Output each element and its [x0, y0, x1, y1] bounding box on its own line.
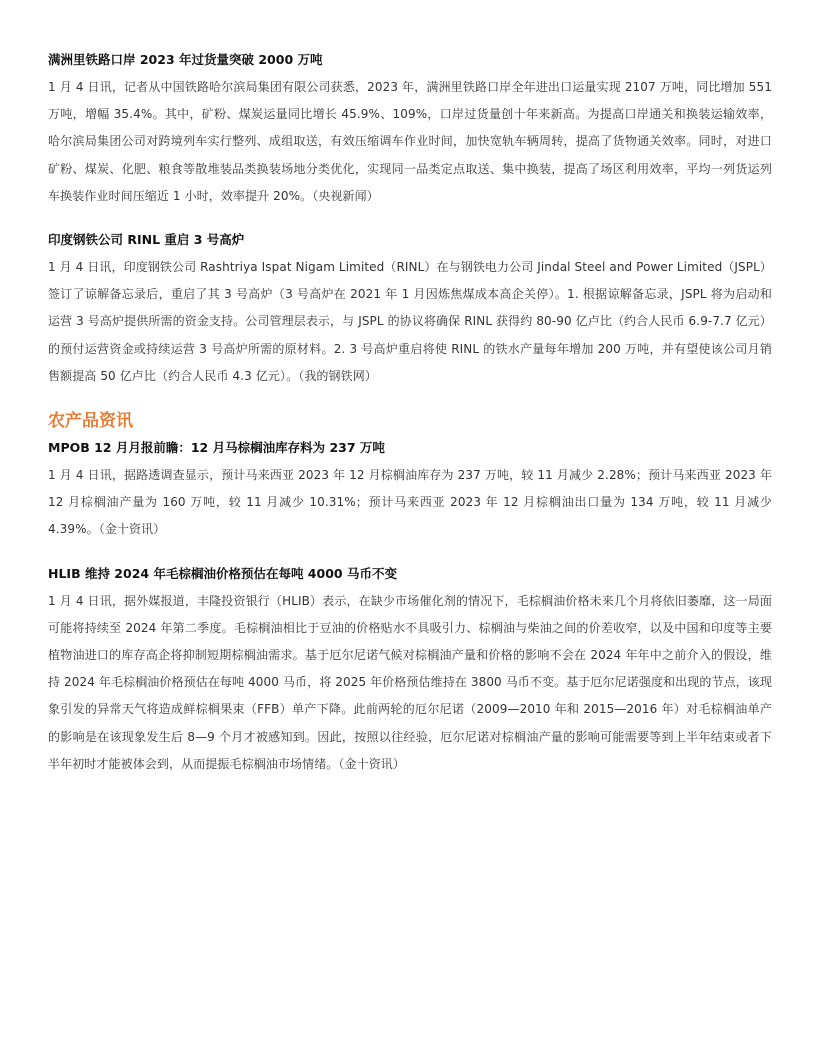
article-hlib	[48, 564, 772, 778]
article-body: 1 月 4 日讯，据路透调查显示，预计马来西亚 2023 年 12 月棕榈油库存为 237 万吨，较 11 月减少 2.28%；预计马来西亚 2023 年 12 月棕榈油产量为 160 万吨，较 11 月减少 10.31%；预计马来西亚 2023 年 12 月棕榈油出口量为 134 万吨，较 11 月减少 4.39%。（金十资讯）	[48, 468, 772, 537]
article-body: 1 月 4 日讯，记者从中国铁路哈尔滨局集团有限公司获悉，2023 年，满洲里铁路口岸全年进出口运量实现 2107 万吨，同比增加 551 万吨，增幅 35.4%。其中，矿粉、煤炭运量同比增长 45.9%、109%，口岸过货量创十年来新高。为提高口岸通关和换装运输效率，哈尔滨局集团公司对跨境列车实行整列、成组取送，有效压缩调车作业时间，加快宽轨车辆周转，提高了货物通关效率。同时，对进口矿粉、煤炭、化肥、粮食等散堆装品类换装场地分类优化，实现同一品类定点取送、集中换装，提高了场区利用效率，平均一列货运列车换装作业时间压缩近 1 小时，效率提升 20%。（央视新闻）	[48, 80, 772, 203]
article-headline: HLIB 维持 2024 年毛棕榈油价格预估在每吨 4000 马币不变	[48, 565, 397, 581]
article-manzhouli	[48, 50, 772, 210]
article-headline: 满洲里铁路口岸 2023 年过货量突破 2000 万吨	[48, 52, 323, 67]
article-body: 1 月 4 日讯，据外媒报道，丰隆投资银行（HLIB）表示，在缺少市场催化剂的情况下，毛棕榈油价格未来几个月将依旧萎靡，这一局面可能将持续至 2024 年第二季度。毛棕榈油相比于豆油的价格贴水不具吸引力、棕榈油与柴油之间的价差收窄，以及中国和印度等主要植物油进口的库存高企将抑制短期棕榈油需求。基于厄尔尼诺气候对棕榈油产量和价格的影响不会在 2024 年年中之前介入的假设，维持 2024 年毛棕榈油价格预估在每吨 4000 马币，将 2025 年价格预估维持在 3800 马币不变。基于厄尔尼诺强度和出现的节点，该现象引发的异常天气将造成鲜棕榈果束（FFB）单产下降。此前两轮的厄尔尼诺（2009—2010 年和 2015—2016 年）对毛棕榈油单产的影响是在该现象发生后 8—9 个月才被感知到。因此，按照以往经验，厄尔尼诺对棕榈油产量的影响可能需要等到上半年结束或者下半年初时才能被体会到，从而提振毛棕榈油市场情绪。（金十资讯）	[48, 593, 772, 771]
section-title-agri: 农产品资讯	[48, 411, 133, 432]
article-mpob	[48, 438, 772, 544]
article-headline: 印度钢铁公司 RINL 重启 3 号高炉	[48, 232, 245, 248]
article-body: 1 月 4 日讯，印度钢铁公司 Rashtriya Ispat Nigam Limited（RINL）在与钢铁电力公司 Jindal Steel and Power Limited（JSPL）签订了谅解备忘录后，重启了其 3 号高炉（3 号高炉在 2021 年 1 月因炼焦煤成本高企关停）。1. 根据谅解备忘录，JSPL 将为启动和运营 3 号高炉提供所需的资金支持。公司管理层表示，与 JSPL 的协议将确保 RINL 获得约 80-90 亿卢比（约合人民币 6.9-7.7 亿元）的预付运营资金或持续运营 3 号高炉所需的原材料。2. 3 号高炉重启将使 RINL 的铁水产量每年增加 200 万吨，并有望使该公司月销售额提高 50 亿卢比（约合人民币 4.3 亿元）。（我的钢铁网）	[48, 260, 772, 383]
article-rinl	[48, 230, 772, 390]
article-headline: MPOB 12 月月报前瞻：12 月马棕榈油库存料为 237 万吨	[48, 440, 385, 456]
document-content	[48, 50, 772, 798]
